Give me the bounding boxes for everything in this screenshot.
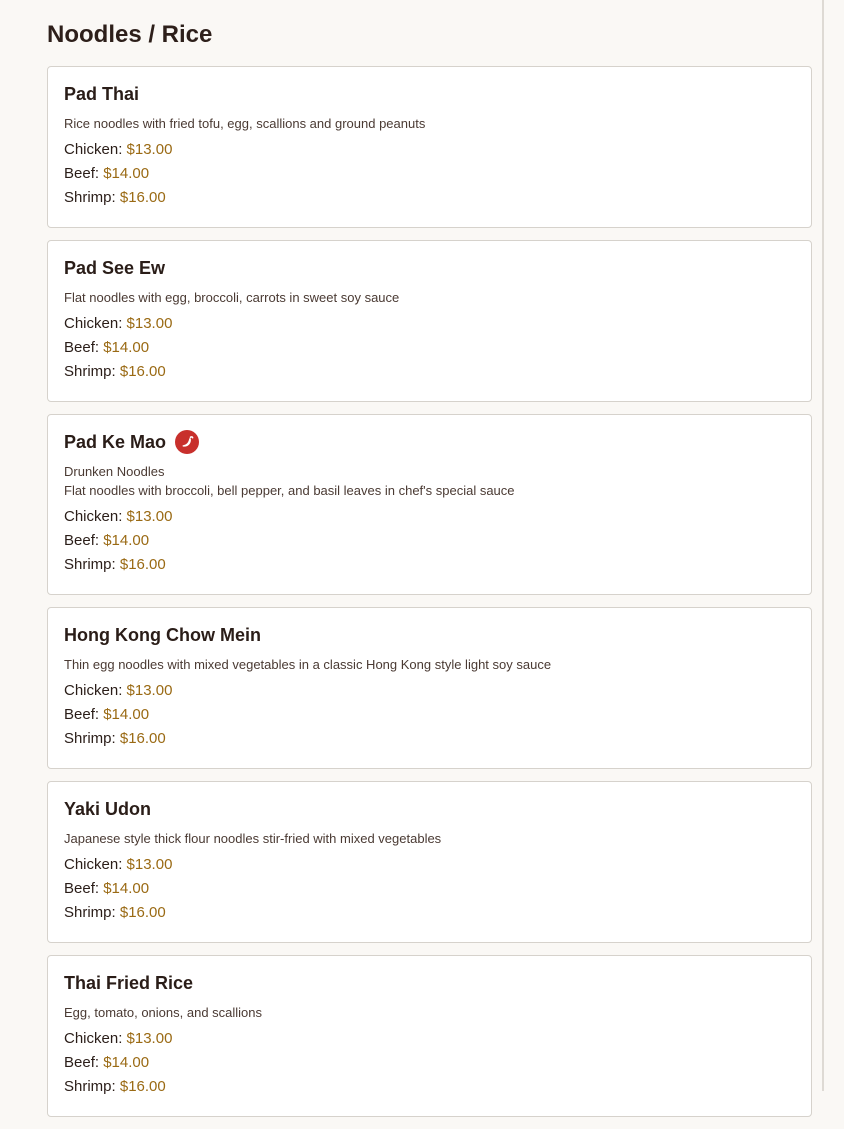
price-option-label: Chicken: — [64, 508, 123, 525]
price-option-label: Shrimp: — [64, 904, 116, 921]
price-value: $13.00 — [126, 1030, 173, 1047]
price-option-label: Beef: — [64, 339, 100, 356]
menu-item-name: Thai Fried Rice — [64, 972, 194, 993]
price-option-label: Beef: — [64, 706, 100, 723]
menu-item-description — [64, 288, 795, 307]
price-option-label: Shrimp: — [64, 556, 116, 573]
menu-item-header — [64, 796, 795, 822]
price-option — [64, 312, 795, 336]
menu-item-price-list — [64, 679, 795, 751]
price-option — [64, 186, 795, 210]
price-value: $14.00 — [103, 706, 150, 723]
price-option — [64, 679, 795, 703]
menu-item-description-line: Egg, tomato, onions, and scallions — [64, 1005, 263, 1020]
price-option-label: Beef: — [64, 1054, 100, 1071]
price-value: $16.00 — [119, 189, 166, 206]
menu-item-card[interactable] — [47, 781, 812, 943]
price-value: $16.00 — [119, 363, 166, 380]
price-option — [64, 505, 795, 529]
price-option — [64, 336, 795, 360]
price-option-label: Chicken: — [64, 1030, 123, 1047]
price-value: $14.00 — [103, 1054, 150, 1071]
menu-item-card[interactable] — [47, 414, 812, 595]
menu-item-price-list — [64, 505, 795, 577]
price-option — [64, 1027, 795, 1051]
price-value: $14.00 — [103, 339, 150, 356]
menu-item-card[interactable] — [47, 955, 812, 1117]
menu-item-price-list — [64, 312, 795, 384]
menu-item-description-line: Flat noodles with egg, broccoli, carrots in sweet soy sauce — [64, 290, 400, 305]
price-option — [64, 727, 795, 751]
price-value: $13.00 — [126, 141, 173, 158]
price-option — [64, 1075, 795, 1099]
menu-item-name: Yaki Udon — [64, 798, 152, 819]
menu-item-description — [64, 1003, 795, 1022]
menu-item-header — [64, 81, 795, 107]
price-option — [64, 529, 795, 553]
price-option — [64, 853, 795, 877]
price-value: $14.00 — [103, 880, 150, 897]
price-option — [64, 138, 795, 162]
price-option-label: Chicken: — [64, 141, 123, 158]
menu-item-description-line: Japanese style thick flour noodles stir-fried with mixed vegetables — [64, 831, 442, 846]
menu-item-description — [64, 829, 795, 848]
price-option-label: Chicken: — [64, 315, 123, 332]
price-option-label: Shrimp: — [64, 189, 116, 206]
menu-item-description-line: Rice noodles with fried tofu, egg, scallions and ground peanuts — [64, 116, 426, 131]
price-option — [64, 162, 795, 186]
price-value: $16.00 — [119, 904, 166, 921]
menu-item-description — [64, 655, 795, 674]
menu-item-price-list — [64, 138, 795, 210]
menu-item-list — [47, 66, 812, 1117]
price-value: $13.00 — [126, 682, 173, 699]
price-value: $16.00 — [119, 730, 166, 747]
menu-item-header — [64, 970, 795, 996]
menu-item-description-line: Flat noodles with broccoli, bell pepper, and basil leaves in chef's special sauce — [64, 483, 515, 498]
menu-item-card[interactable] — [47, 66, 812, 228]
menu-item-description — [64, 114, 795, 133]
price-value: $13.00 — [126, 856, 173, 873]
price-option-label: Beef: — [64, 165, 100, 182]
price-option — [64, 553, 795, 577]
price-value: $14.00 — [103, 532, 150, 549]
menu-item-description-line: Thin egg noodles with mixed vegetables in a classic Hong Kong style light soy sauce — [64, 657, 552, 672]
price-option-label: Chicken: — [64, 856, 123, 873]
menu-section — [47, 18, 812, 1129]
chili-pepper-icon — [175, 430, 199, 454]
scrollbar-edge — [822, 0, 824, 1091]
menu-item-name: Pad Thai — [64, 83, 140, 104]
price-option — [64, 703, 795, 727]
menu-item-name: Pad Ke Mao — [64, 431, 167, 452]
menu-item-name: Hong Kong Chow Mein — [64, 624, 261, 645]
menu-item-header — [64, 622, 795, 648]
menu-item-card[interactable] — [47, 240, 812, 402]
section-title: Noodles / Rice — [47, 21, 213, 48]
menu-item-price-list — [64, 853, 795, 925]
menu-item-description — [64, 462, 795, 500]
menu-item-header — [64, 429, 795, 455]
price-option-label: Shrimp: — [64, 1078, 116, 1095]
menu-item-price-list — [64, 1027, 795, 1099]
menu-item-header — [64, 255, 795, 281]
price-option-label: Beef: — [64, 532, 100, 549]
price-value: $13.00 — [126, 315, 173, 332]
price-value: $16.00 — [119, 556, 166, 573]
price-value: $16.00 — [119, 1078, 166, 1095]
price-option-label: Shrimp: — [64, 363, 116, 380]
price-option-label: Shrimp: — [64, 730, 116, 747]
menu-item-name: Pad See Ew — [64, 257, 166, 278]
price-option — [64, 877, 795, 901]
price-option — [64, 1051, 795, 1075]
menu-item-card[interactable] — [47, 607, 812, 769]
price-option — [64, 901, 795, 925]
price-value: $14.00 — [103, 165, 150, 182]
price-option-label: Chicken: — [64, 682, 123, 699]
price-option — [64, 360, 795, 384]
price-option-label: Beef: — [64, 880, 100, 897]
menu-item-description-line: Drunken Noodles — [64, 464, 165, 479]
price-value: $13.00 — [126, 508, 173, 525]
